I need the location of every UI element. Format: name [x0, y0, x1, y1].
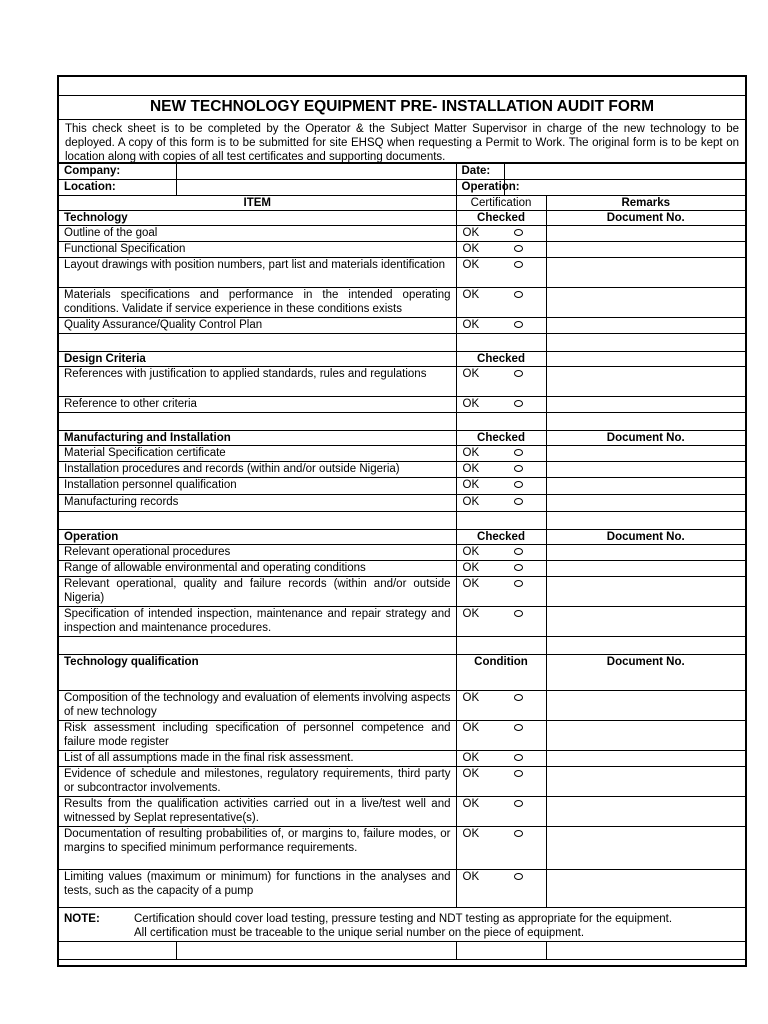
ok-label: OK	[462, 227, 480, 239]
audit-form	[57, 75, 747, 967]
certification-column-header: Certification	[456, 196, 546, 211]
section-document-header: Document No.	[546, 530, 745, 545]
checklist-item-text: Documentation of resulting probabilities of, or margins to, failure modes, or margins to specified minimum performance requirements.	[59, 827, 456, 870]
operation-label: Operation:	[456, 180, 504, 196]
ok-label: OK	[462, 546, 480, 558]
checklist-row	[59, 577, 745, 607]
ok-label: OK	[462, 608, 480, 620]
certification-cell[interactable]	[456, 721, 546, 751]
checkbox-circle-icon[interactable]	[514, 229, 523, 236]
checklist-row	[59, 495, 745, 512]
signature-field[interactable]	[456, 942, 546, 960]
certification-cell[interactable]	[456, 242, 546, 258]
ok-label: OK	[462, 798, 480, 810]
checklist-row	[59, 751, 745, 767]
spacer-cell	[546, 512, 745, 530]
checkbox-circle-icon[interactable]	[514, 694, 523, 701]
checklist-row	[59, 288, 745, 318]
ok-label: OK	[462, 259, 480, 271]
section-title: Technology qualification	[59, 655, 456, 691]
certification-cell[interactable]	[456, 258, 546, 288]
company-label: Company:	[59, 164, 176, 180]
note-line-1: Certification should cover load testing, pressure testing and NDT testing as appropriate for the equipment.	[134, 913, 673, 925]
checklist-row	[59, 721, 745, 751]
ok-label: OK	[462, 319, 480, 331]
checklist-row	[59, 242, 745, 258]
checklist-row	[59, 446, 745, 462]
certification-cell[interactable]	[456, 797, 546, 827]
date-label: Date:	[456, 164, 504, 180]
section-title: Operation	[59, 530, 456, 545]
spacer-cell	[59, 512, 456, 530]
checklist-row	[59, 797, 745, 827]
section-status-header: Checked	[456, 211, 546, 226]
remarks-cell[interactable]	[546, 242, 745, 258]
certification-cell[interactable]	[456, 397, 546, 413]
ok-label: OK	[462, 692, 480, 704]
certification-cell[interactable]	[456, 561, 546, 577]
checkbox-circle-icon[interactable]	[514, 481, 523, 488]
checklist-row	[59, 462, 745, 478]
checklist-row	[59, 870, 745, 908]
certification-cell[interactable]	[456, 478, 546, 495]
section-header-row	[59, 655, 745, 691]
section-header-row	[59, 352, 745, 367]
spacer-cell	[456, 512, 546, 530]
remarks-cell[interactable]	[546, 545, 745, 561]
ok-label: OK	[462, 871, 480, 883]
signature-row	[59, 942, 745, 960]
checkbox-circle-icon[interactable]	[514, 291, 523, 298]
certification-cell[interactable]	[456, 827, 546, 870]
remarks-column-header: Remarks	[546, 196, 745, 211]
checklist-item-text: Limiting values (maximum or minimum) for functions in the analyses and tests, such as the capacity of a pump	[59, 870, 456, 908]
remarks-cell[interactable]	[546, 767, 745, 797]
section-title: Manufacturing and Installation	[59, 431, 456, 446]
remarks-cell[interactable]	[546, 495, 745, 512]
checkbox-circle-icon[interactable]	[514, 548, 523, 555]
checklist-row	[59, 478, 745, 495]
remarks-cell[interactable]	[546, 367, 745, 397]
checkbox-circle-icon[interactable]	[514, 370, 523, 377]
checklist-row	[59, 691, 745, 721]
section-status-header: Checked	[456, 530, 546, 545]
ok-label: OK	[462, 368, 480, 380]
spacer-row	[59, 637, 745, 655]
checklist-item-text: Reference to other criteria	[59, 397, 456, 413]
note-cell	[59, 908, 745, 942]
checklist-item-text: Layout drawings with position numbers, part list and materials identification	[59, 258, 456, 288]
checkbox-circle-icon[interactable]	[514, 754, 523, 761]
section-document-header	[546, 352, 745, 367]
remarks-cell[interactable]	[546, 258, 745, 288]
checkbox-circle-icon[interactable]	[514, 245, 523, 252]
certification-cell[interactable]	[456, 318, 546, 334]
checklist-row	[59, 545, 745, 561]
section-document-header: Document No.	[546, 431, 745, 446]
spacer-cell	[456, 637, 546, 655]
ok-label: OK	[462, 463, 480, 475]
section-title: Design Criteria	[59, 352, 456, 367]
section-status-header: Condition	[456, 655, 546, 691]
checklist-row	[59, 367, 745, 397]
checklist-item-text: Specification of intended inspection, maintenance and repair strategy and inspection and maintenance procedures.	[59, 607, 456, 637]
checklist-row	[59, 397, 745, 413]
certification-cell[interactable]	[456, 691, 546, 721]
checklist-item-text: Composition of the technology and evaluation of elements involving aspects of new technology	[59, 691, 456, 721]
checkbox-circle-icon[interactable]	[514, 770, 523, 777]
signature-field[interactable]	[176, 942, 456, 960]
certification-cell[interactable]	[456, 545, 546, 561]
signature-field[interactable]	[546, 942, 745, 960]
checklist-item-text: Outline of the goal	[59, 226, 456, 242]
checkbox-circle-icon[interactable]	[514, 800, 523, 807]
spacer-cell	[59, 413, 456, 431]
checklist-row	[59, 318, 745, 334]
checklist-item-text: Range of allowable environmental and operating conditions	[59, 561, 456, 577]
remarks-cell[interactable]	[546, 462, 745, 478]
checklist-item-text: Manufacturing records	[59, 495, 456, 512]
remarks-cell[interactable]	[546, 446, 745, 462]
note-line-2: All certification must be traceable to the unique serial number on the piece of equipment.	[134, 927, 585, 939]
spacer-row	[59, 413, 745, 431]
ok-label: OK	[462, 496, 480, 508]
section-document-header: Document No.	[546, 211, 745, 226]
checklist-item-text: Quality Assurance/Quality Control Plan	[59, 318, 456, 334]
section-header-row	[59, 431, 745, 446]
section-title: Technology	[59, 211, 456, 226]
remarks-cell[interactable]	[546, 607, 745, 637]
remarks-cell[interactable]	[546, 577, 745, 607]
certification-cell[interactable]	[456, 751, 546, 767]
checkbox-circle-icon[interactable]	[514, 610, 523, 617]
ok-label: OK	[462, 578, 480, 590]
date-field[interactable]	[504, 164, 745, 180]
remarks-cell[interactable]	[546, 226, 745, 242]
ok-label: OK	[462, 289, 480, 301]
section-header-row	[59, 211, 745, 226]
checklist-item-text: Functional Specification	[59, 242, 456, 258]
remarks-cell[interactable]	[546, 751, 745, 767]
checklist-row	[59, 226, 745, 242]
ok-label: OK	[462, 398, 480, 410]
certification-cell[interactable]	[456, 495, 546, 512]
checklist-row	[59, 767, 745, 797]
checkbox-circle-icon[interactable]	[514, 564, 523, 571]
checklist-item-text: List of all assumptions made in the final risk assessment.	[59, 751, 456, 767]
checklist-row	[59, 827, 745, 870]
certification-cell[interactable]	[456, 607, 546, 637]
remarks-cell[interactable]	[546, 870, 745, 908]
certification-cell[interactable]	[456, 226, 546, 242]
checkbox-circle-icon[interactable]	[514, 498, 523, 505]
certification-cell[interactable]	[456, 577, 546, 607]
checklist-item-text: Risk assessment including specification of personnel competence and failure mode register	[59, 721, 456, 751]
ok-label: OK	[462, 447, 480, 459]
remarks-cell[interactable]	[546, 797, 745, 827]
top-strip	[59, 77, 745, 96]
company-field[interactable]	[176, 164, 456, 180]
checkbox-circle-icon[interactable]	[514, 873, 523, 880]
section-status-header: Checked	[456, 431, 546, 446]
checkbox-circle-icon[interactable]	[514, 580, 523, 587]
spacer-cell	[59, 637, 456, 655]
ok-label: OK	[462, 479, 480, 491]
ok-label: OK	[462, 828, 480, 840]
form-intro: This check sheet is to be completed by the Operator & the Subject Matter Supervisor in charge of the new technology to be deployed. A copy of this form is to be submitted for site EHSQ when requesting a Permit to Work. The original form is to be kept on location along with copies of all test certificates and supporting documents.	[59, 120, 745, 163]
spacer-cell	[546, 637, 745, 655]
checkbox-circle-icon[interactable]	[514, 724, 523, 731]
certification-cell[interactable]	[456, 367, 546, 397]
remarks-cell[interactable]	[546, 827, 745, 870]
ok-label: OK	[462, 562, 480, 574]
checkbox-circle-icon[interactable]	[514, 449, 523, 456]
certification-cell[interactable]	[456, 870, 546, 908]
spacer-cell	[546, 413, 745, 431]
ok-label: OK	[462, 243, 480, 255]
checklist-item-text: Relevant operational procedures	[59, 545, 456, 561]
ok-label: OK	[462, 722, 480, 734]
checklist-item-text: Installation procedures and records (within and/or outside Nigeria)	[59, 462, 456, 478]
certification-cell[interactable]	[456, 288, 546, 318]
remarks-cell[interactable]	[546, 721, 745, 751]
remarks-cell[interactable]	[546, 561, 745, 577]
checklist-row	[59, 561, 745, 577]
checklist-row	[59, 607, 745, 637]
checklist-item-text: Materials specifications and performance in the intended operating conditions. Validate if service experience in these conditions exists	[59, 288, 456, 318]
remarks-cell[interactable]	[546, 478, 745, 495]
checklist-item-text: Evidence of schedule and milestones, regulatory requirements, third party or subcontractor involvements.	[59, 767, 456, 797]
operation-field[interactable]	[504, 180, 745, 196]
ok-label: OK	[462, 752, 480, 764]
note-label: NOTE:	[64, 913, 100, 925]
checklist-item-text: Relevant operational, quality and failure records (within and/or outside Nigeria)	[59, 577, 456, 607]
checkbox-circle-icon[interactable]	[514, 261, 523, 268]
ok-label: OK	[462, 768, 480, 780]
signature-field[interactable]	[59, 942, 176, 960]
checkbox-circle-icon[interactable]	[514, 321, 523, 328]
spacer-row	[59, 334, 745, 352]
certification-cell[interactable]	[456, 446, 546, 462]
checkbox-circle-icon[interactable]	[514, 465, 523, 472]
audit-table	[59, 163, 745, 960]
spacer-cell	[456, 334, 546, 352]
spacer-cell	[59, 334, 456, 352]
checklist-item-text: References with justification to applied standards, rules and regulations	[59, 367, 456, 397]
checkbox-circle-icon[interactable]	[514, 830, 523, 837]
note-row	[59, 908, 745, 942]
remarks-cell[interactable]	[546, 691, 745, 721]
checklist-item-text: Results from the qualification activities carried out in a live/test well and witnessed by Seplat representative(s).	[59, 797, 456, 827]
remarks-cell[interactable]	[546, 397, 745, 413]
section-header-row	[59, 530, 745, 545]
section-document-header: Document No.	[546, 655, 745, 691]
location-field[interactable]	[176, 180, 456, 196]
checklist-item-text: Material Specification certificate	[59, 446, 456, 462]
remarks-cell[interactable]	[546, 288, 745, 318]
section-status-header: Checked	[456, 352, 546, 367]
item-column-header: ITEM	[59, 196, 456, 211]
remarks-cell[interactable]	[546, 318, 745, 334]
checklist-row	[59, 258, 745, 288]
certification-cell[interactable]	[456, 767, 546, 797]
checkbox-circle-icon[interactable]	[514, 400, 523, 407]
location-label: Location:	[59, 180, 176, 196]
form-title: NEW TECHNOLOGY EQUIPMENT PRE- INSTALLATION AUDIT FORM	[59, 95, 745, 120]
checklist-item-text: Installation personnel qualification	[59, 478, 456, 495]
spacer-cell	[456, 413, 546, 431]
certification-cell[interactable]	[456, 462, 546, 478]
spacer-row	[59, 512, 745, 530]
spacer-cell	[546, 334, 745, 352]
